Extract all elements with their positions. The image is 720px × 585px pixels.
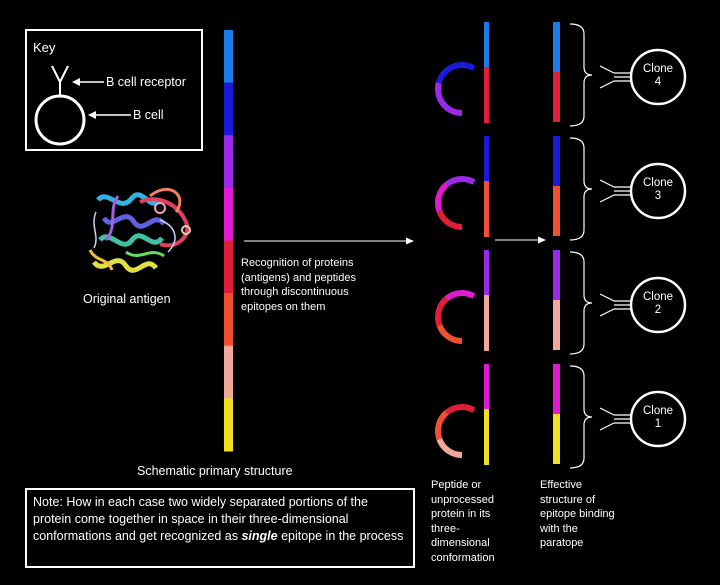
clone-receptor-arm	[600, 66, 614, 73]
clone-name: Clone	[642, 177, 674, 189]
primary-segment	[224, 83, 233, 136]
fold-loop-segment	[439, 65, 474, 83]
fold-stem-bottom	[484, 67, 489, 123]
clone-receptor-arm	[600, 294, 614, 301]
primary-segment	[224, 188, 233, 241]
fold-loop-segment	[439, 211, 462, 227]
note-text-start: Note: How in each case two widely separated portions of the protein come together in space in their three-dimensional conformations and get recognized as	[33, 495, 368, 543]
fold-loop-segment	[447, 179, 474, 185]
primary-segment	[224, 293, 233, 346]
clone-number: 1	[654, 418, 662, 430]
clone-label	[631, 177, 685, 203]
clone-bracket	[570, 24, 592, 126]
peptide-conformation-label: Peptide or unprocessed protein in its three-dimensional conformation	[431, 479, 495, 564]
clone-number: 3	[654, 190, 662, 202]
fold-loop-segment	[438, 299, 447, 326]
clone-receptor-arm	[600, 180, 614, 187]
fold-stem-top	[484, 364, 489, 409]
original-antigen-label: Original antigen	[83, 292, 171, 306]
fold-stem-bottom	[484, 409, 489, 465]
clone-number: 2	[654, 304, 662, 316]
note-text-end: epitope in the process	[277, 529, 404, 543]
clone-receptor-arm	[600, 195, 614, 202]
clone-group	[570, 24, 685, 468]
epitope-segment-top	[553, 364, 560, 414]
clone-name: Clone	[642, 291, 674, 303]
clone-receptor-arm	[600, 408, 614, 415]
clone-name: Clone	[642, 405, 674, 417]
note-emphasis: single	[241, 529, 278, 543]
epitope-segment-bottom	[553, 186, 560, 236]
epitope-segment-bottom	[553, 72, 560, 122]
recognition-text: Recognition of proteins (antigens) and peptides through discontinuous epitopes on them	[241, 257, 356, 313]
primary-segment	[224, 398, 233, 451]
folded-peptides	[438, 22, 489, 465]
fold-stem-top	[484, 250, 489, 295]
primary-segment	[224, 135, 233, 188]
clone-bracket	[570, 366, 592, 468]
note-box	[25, 488, 415, 568]
primary-segment	[224, 30, 233, 83]
clone-bracket	[570, 138, 592, 240]
epitope-segment-top	[553, 250, 560, 300]
epitope-segment-top	[553, 22, 560, 72]
clone-name: Clone	[642, 63, 674, 75]
primary-structure-bar	[224, 30, 233, 452]
epitope-segment-top	[553, 136, 560, 186]
flow-arrows	[244, 237, 546, 245]
fold-loop-segment	[447, 407, 474, 413]
epitope-bars	[553, 22, 560, 464]
fold-loop-segment	[438, 83, 462, 113]
clone-receptor-arm	[600, 423, 614, 430]
clone-label	[631, 291, 685, 317]
fold-loop-segment	[438, 185, 447, 212]
antigen-structure-image	[90, 189, 190, 270]
key-title: Key	[33, 40, 56, 55]
clone-label	[631, 63, 685, 89]
primary-segment	[224, 346, 233, 399]
fold-loop-segment	[439, 439, 462, 455]
fold-loop-segment	[438, 413, 447, 440]
primary-structure-label: Schematic primary structure	[137, 464, 293, 478]
epitope-segment-bottom	[553, 414, 560, 464]
epitope-structure-label: Effective structure of epitope binding with the paratope	[540, 479, 615, 549]
clone-label	[631, 405, 685, 431]
fold-stem-top	[484, 22, 489, 67]
clone-receptor-arm	[600, 309, 614, 316]
fold-loop-segment	[447, 293, 474, 299]
clone-receptor-arm	[600, 81, 614, 88]
fold-stem-top	[484, 136, 489, 181]
b-cell-receptor-label: B cell receptor	[106, 75, 186, 89]
primary-segment	[224, 241, 233, 294]
epitope-segment-bottom	[553, 300, 560, 350]
clone-number: 4	[654, 76, 662, 88]
fold-stem-bottom	[484, 181, 489, 237]
clone-bracket	[570, 252, 592, 354]
fold-loop-segment	[439, 325, 462, 341]
b-cell-label: B cell	[133, 108, 164, 122]
fold-stem-bottom	[484, 295, 489, 351]
